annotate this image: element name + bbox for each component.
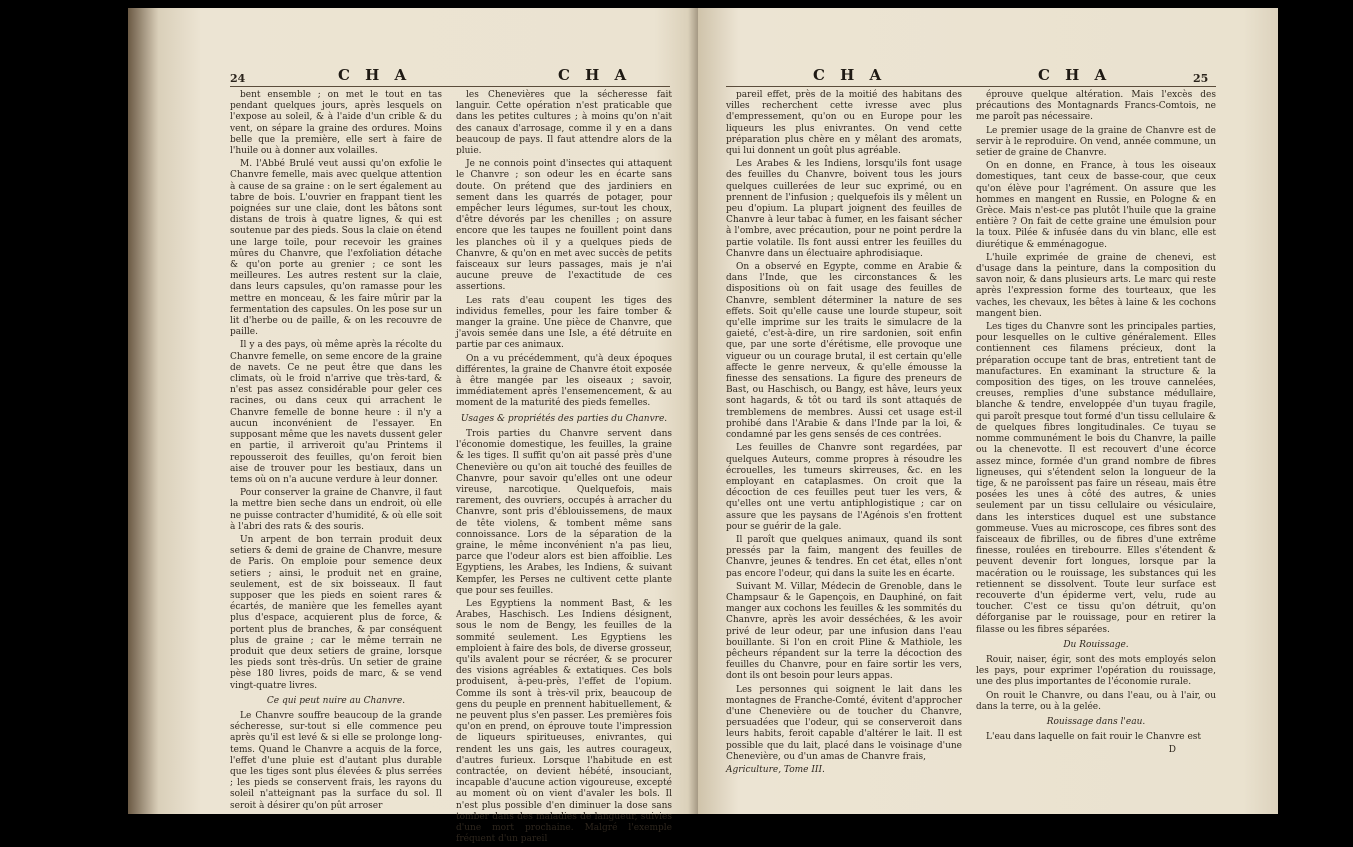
paragraph: M. l'Abbé Brulé veut aussi qu'on exfolie le Chanvre femelle, mais avec quelque attention à cause de sa graine : on le sert également au tabre de bois. L'ouvrier en frappant tient les poignées sur une claie, dont les bâtons sont distans de trois à quatre lignes, & qui est soutenue par des pieds. Sous la claie on étend une large toile, pour recevoir les graines mûres du Chanvre, que l'exfoliation détache & qu'on porte au grenier ; ce sont les meilleures. Les autres restent sur la claie, dans leurs capsules, qu'on ramasse pour les mettre en monceau, & les faire mûrir par la fermentation des capsules. On les pose sur un lit d'herbe ou de paille, & on les recouvre de paille. xyxy=(230,159,442,338)
paragraph: Les personnes qui soignent le lait dans les montagnes de Franche-Comté, évitent d'approcher d'une Chenevière ou de toucher du Chanvre, persuadées que l'odeur, qui se conserveroit dans leurs habits, feroit capable d'altérer le lait. Il est possible que du lait, placé dans le voisinage d'une Chenevière, ou d'un amas de Chanvre frais, xyxy=(726,684,962,762)
header-rule xyxy=(230,86,670,87)
paragraph: bent ensemble ; on met le tout en tas pendant quelques jours, après lesquels on l'expose au soleil, & à l'aide d'un crible & du vent, on sépare la graine des ordures. Moins belle que la première, elle sert à faire de l'huile ou à donner aux volailles. xyxy=(230,90,442,157)
paragraph: éprouve quelque altération. Mais l'excès des précautions des Montagnards Francs-Comtois, ne me paroît pas nécessaire. xyxy=(976,90,1216,123)
paragraph: Je ne connois point d'insectes qui attaquent le Chanvre ; son odeur les en écarte sans doute. On prétend que des jardiniers en sement dans les quarrés de potager, pour empêcher leurs légumes, sur-tout les choux, d'être dévorés par les chenilles ; on assure encore que les taupes ne fouillent point dans les planches où il y a quelques pieds de Chanvre, & qu'on en met avec succès de petits faisceaux sur leurs passages, mais je n'ai aucune preuve de l'exactitude de ces assertions. xyxy=(456,159,672,293)
paragraph: Suivant M. Villar, Médecin de Grenoble, dans le Champsaur & le Gapençois, en Dauphiné, on fait manger aux cochons les feuilles & les sommités du Chanvre, après les avoir desséchées, & les avoir privé de leur odeur, par une infusion dans l'eau bouillante. Si l'on en croit Pline & Mathiole, les pêcheurs répandent sur la terre la décoction des feuilles du Chanvre, pour en faire sortir les vers, dont ils ont besoin pour leurs appas. xyxy=(726,581,962,682)
section-heading: Ce qui peut nuire au Chanvre. xyxy=(266,695,406,706)
paragraph: On rouit le Chanvre, ou dans l'eau, ou à l'air, ou dans la terre, ou à la gelée. xyxy=(976,690,1216,712)
paragraph: les Chenevières que la sécheresse fait languir. Cette opération n'est praticable que dans les petites cultures ; à moins qu'on n'ait des canaux d'arrosage, comme il y en a dans beaucoup de pays. Il faut attendre alors de la pluie. xyxy=(456,90,672,157)
paragraph: Il y a des pays, où même après la récolte du Chanvre femelle, on seme encore de la graine de navets. Ce ne peut être que dans les climats, où le froid n'arrive que très-tard, & n'est pas assez considérable pour geler ces racines, ou dans ceux qui arrachent le Chanvre femelle de bonne heure : il n'y a aucun inconvénient de l'essayer. En supposant même que les navets dussent geler en partie, il arriveroit qu'au Printems il repousseroit des feuilles, qu'on feroit bien aise de trouver pour les bestiaux, dans un tems où on n'a aucune verdure à leur donner. xyxy=(230,340,442,485)
right-column-2 xyxy=(976,90,1216,757)
paragraph: On en donne, en France, à tous les oiseaux domestiques, tant ceux de basse-cour, que ceux qu'on élève pour l'agrément. On assure que les hommes en mangent en Russie, en Pologne & en Grèce. Mais n'est-ce pas plutôt l'huile que la graine entière ? On fait de cette graine une émulsion pour la toux. Pilée & infusée dans du vin blanc, elle est diurétique & emménagogue. xyxy=(976,161,1216,250)
open-book xyxy=(128,8,1278,845)
left-column-1 xyxy=(230,90,442,814)
running-head-left-1: C H A xyxy=(338,66,412,84)
paragraph: Il paroît que quelques animaux, quand ils sont pressés par la faim, mangent des feuilles de Chanvre, jeunes & tendres. En cet état, elles n'ont pas encore l'odeur, qui dans la suite les en écarte. xyxy=(726,534,962,579)
paragraph: Un arpent de bon terrain produit deux setiers & demi de graine de Chanvre, mesure de Paris. On emploie pour semence deux setiers ; ainsi, le produit net en graine, seulement, est de six boisseaux. Il faut supposer que les pieds en soient rares & écartés, de manière que les femelles ayant plus d'espace, acquierent plus de force, & portent plus de branches, & par conséquent plus de graine ; car le même terrain ne produit que deux setiers de graine, lorsque les pieds sont très-drûs. Un setier de graine pèse 180 livres, poids de marc, & se vend vingt-quatre livres. xyxy=(230,534,442,691)
running-head-right-2: C H A xyxy=(1038,66,1112,84)
left-page xyxy=(158,8,698,845)
paragraph: Trois parties du Chanvre servent dans l'économie domestique, les feuilles, la graine & les tiges. Il suffit qu'on ait passé près d'une Chenevière ou qu'on ait touché des feuilles de Chanvre, pour savoir qu'elles ont une odeur vireuse, narcotique. Quelquefois, mais rarement, des ouvriers, occupés à arracher du Chanvre, sont pris d'éblouissemens, de maux de tête violens, & tombent même sans connoissance. Lors de la séparation de la graine, le même inconvénient n'a pas lieu, parce que l'odeur alors est bien affoiblie. Les Egyptiens, les Arabes, les Indiens, & suivant Kempfer, les Perses ne cultivent cette plante que pour ses feuilles. xyxy=(456,428,672,596)
page-number-left: 24 xyxy=(230,72,246,85)
paragraph: Le Chanvre souffre beaucoup de la grande sécheresse, sur-tout si elle commence peu après qu'il est levé & si elle se prolonge long-tems. Quand le Chanvre a acquis de la force, l'effet d'une pluie est d'autant plus durable que les tiges sont plus élevées & plus serrées ; les pieds se conservent frais, les rayons du soleil n'atteignant pas la surface du sol. Il seroit à désirer qu'on pût arroser xyxy=(230,710,442,811)
page-number-right: 25 xyxy=(1193,72,1209,85)
paragraph: Rouir, naiser, égir, sont des mots employés selon les pays, pour exprimer l'opération du rouissage, une des plus importantes de l'économie rurale. xyxy=(976,654,1216,688)
paragraph: pareil effet, près de la moitié des habitans des villes recherchent cette ivresse avec plus d'empressement, qu'on ou en Europe pour les liqueurs les plus enivrantes. On vend cette préparation plus chère en y mêlant des aromats, qui lui donnent un goût plus agréable. xyxy=(726,90,962,157)
header-rule xyxy=(726,86,1216,87)
paragraph: L'huile exprimée de graine de chenevi, est d'usage dans la peinture, dans la composition du savon noir, & dans plusieurs arts. Le marc qui reste après l'expression forme des tourteaux, que les vaches, les chevaux, les bêtes à laine & les cochons mangent bien. xyxy=(976,252,1216,319)
paragraph: L'eau dans laquelle on fait rouir le Chanvre est xyxy=(986,732,1202,743)
paragraph: Le premier usage de la graine de Chanvre est de servir à le reproduire. On vend, année commune, un setier de graine de Chanvre. xyxy=(976,125,1216,159)
right-page xyxy=(698,8,1278,814)
paragraph: Les Arabes & les Indiens, lorsqu'ils font usage des feuilles du Chanvre, boivent tous les jours quelques cuillerées de leur suc exprimé, ou en prennent de l'infusion ; quelquefois ils y mêlent un peu d'opium. La plupart joignent des feuilles de Chanvre à leur tabac à fumer, en les faisant sécher à l'ombre, avec précaution, pour ne point perdre la partie volatile. Ils font aussi entrer les feuilles du Chanvre dans un électuaire aphrodisiaque. xyxy=(726,159,962,259)
paragraph: Les Egyptiens la nomment Bast, & les Arabes, Haschisch. Les Indiens désignent, sous le nom de Bengy, les feuilles de la sommité seulement. Les Egyptiens les emploient à faire des bols, de diverse grosseur, qu'ils avalent pour se récréer, & se procurer des visions agréables & extatiques. Ces bols produisent, à-peu-près, l'effet de l'opium. Comme ils sont à très-vil prix, beaucoup de gens du peuple en prennent habituellement, & ne peuvent plus s'en passer. Les premières fois qu'on en prend, on éprouve toute l'impression de liqueurs spiritueuses, enivrantes, qui rendent les uns gais, les autres courageux, d'autres furieux. Lorsque l'habitude en est contractée, on devient hébété, insouciant, incapable d'aucune action vigoureuse, excepté au moment où on vient d'avaler les bols. Il n'est plus possible d'en diminuer la dose sans tomber dans des maladies de langueur, suivies d'une mort prochaine. Malgré l'exemple fréquent d'un pareil xyxy=(456,598,672,845)
paragraph: Pour conserver la graine de Chanvre, il faut la mettre bien seche dans un endroit, où elle ne puisse contracter d'humidité, & où elle soit à l'abri des rats & des souris. xyxy=(230,488,442,532)
section-heading: Du Rouissage. xyxy=(1063,639,1129,650)
paragraph: Les rats d'eau coupent les tiges des individus femelles, pour les faire tomber & manger la graine. Une pièce de Chanvre, que j'avois semée dans une Isle, a été détruite en partie par ces animaux. xyxy=(456,295,672,351)
running-head-right-1: C H A xyxy=(813,66,887,84)
section-heading: Usages & propriétés des parties du Chanvre. xyxy=(460,413,668,424)
page-footer: Agriculture, Tome III. xyxy=(726,764,825,775)
paragraph: On a observé en Egypte, comme en Arabie & dans l'Inde, que les circonstances & les dispositions où on fait usage des feuilles de Chanvre, semblent déterminer la nature de ses effets. Soit qu'elle cause une lourde stupeur, soit qu'elle imprime sur les traits le simulacre de la gaieté, c'est-à-dire, un rire sardonien, soit enfin que, par une sorte d'érétisme, elle provoque une vigueur ou un courage brutal, il est certain qu'elle affecte le genre nerveux, & qu'elle émousse la finesse des sensations. La figure des preneurs de Bast, ou Haschisch, ou Bangy, est hâve, leurs yeux sont hagards, & tôt ou tard ils sont attaqués de tremblemens de membres. Aussi cet usage est-il prohibé dans l'Arabie & dans l'Inde par la loi, & condamné par les gens sensés de ces contrées. xyxy=(726,262,962,441)
paragraph: On a vu précédemment, qu'à deux époques différentes, la graine de Chanvre étoit exposée à être mangée par les oiseaux ; savoir, immédiatement après l'ensemencement, & au moment de la maturité des pieds femelles. xyxy=(456,353,672,409)
paragraph: Les feuilles de Chanvre sont regardées, par quelques Auteurs, comme propres à résoudre les écrouelles, les tumeurs skirreuses, &c. en les employant en cataplasmes. On croit que la décoction de ces feuilles peut tuer les vers, & qu'elles ont une vertu antiphlogistique ; car on assure que les paysans de l'Agénois s'en frottent pour se guérir de la gale. xyxy=(726,443,962,532)
signature-mark: D xyxy=(1168,745,1176,756)
paragraph: Les tiges du Chanvre sont les principales parties, pour lesquelles on le cultive généralement. Elles contiennent ces filamens précieux, dont la préparation occupe tant de bras, entretient tant de manufactures. En examinant la structure & la composition des tiges, on les trouve cannelées, creuses, remplies d'une substance médullaire, blanche & tendre, enveloppée d'un tuyau fragile, qui paroît presque tout formé d'un tissu cellulaire & de quelques fibres longitudinales. Ce tuyau se nomme communément le bois du Chanvre, la paille ou la chenevotte. Il est recouvert d'une écorce assez mince, formée d'un grand nombre de fibres ligneuses, qui s'étendent selon la longueur de la tige, & ne paroîssent pas faire un réseau, mais être posées les unes à côté des autres, & unies seulement par un tissu cellulaire ou vésiculaire, dans les interstices duquel est une substance gommeuse. Vues au microscope, ces fibres sont des faisceaux de fibrilles, ou de fibres d'une extrême finesse, roulées en tirebourre. Elles s'étendent & peuvent devenir fort longues, lorsque par la macération ou le rouissage, les substances qui les retiennent se dissolvent. Toute leur surface est recouverte d'un épiderme vert, velu, rude au toucher. C'est ce tissu qu'on détruit, qu'on déforganise par le rouissage, pour en retirer la filasse ou les fibres séparées. xyxy=(976,322,1216,635)
running-head-left-2: C H A xyxy=(558,66,632,84)
section-heading: Rouissage dans l'eau. xyxy=(1046,716,1146,727)
right-column-1 xyxy=(726,90,962,776)
left-column-2 xyxy=(456,90,672,847)
